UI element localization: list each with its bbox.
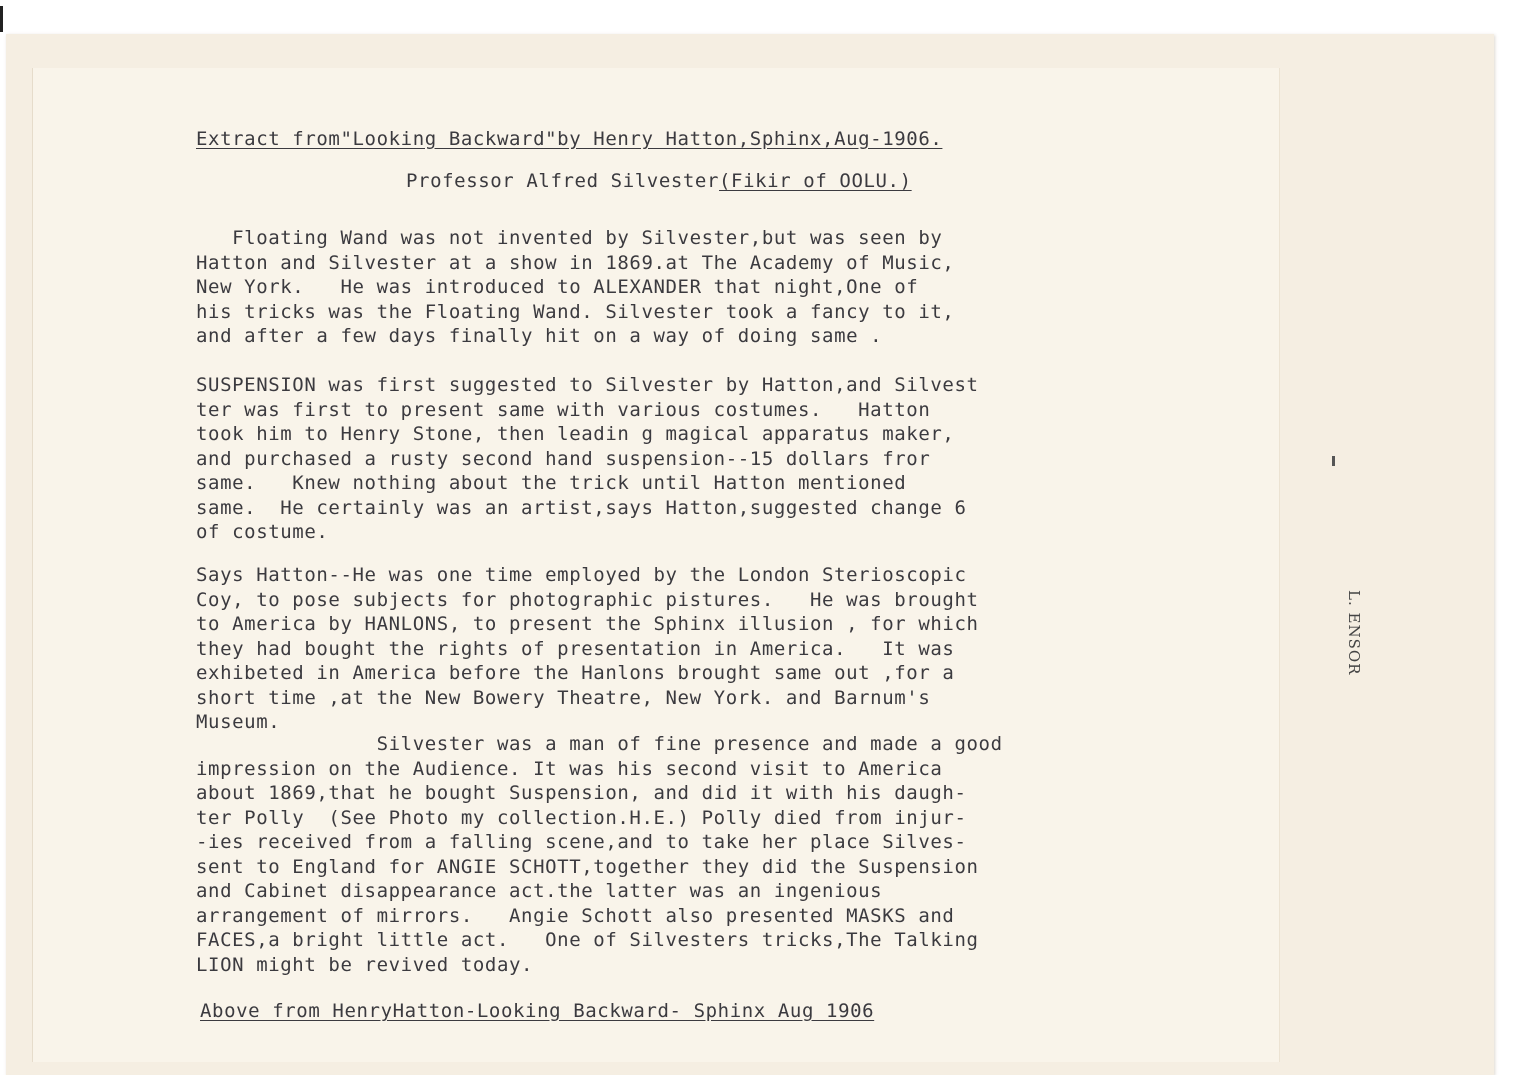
document-subtitle bbox=[406, 170, 912, 192]
paragraph-suspension: SUSPENSION was first suggested to Silvester by Hatton,and Silvest ter was first to present same with various costumes. Hatton took him to Henry Stone, then leadin g magical apparatus maker, and purchased a rusty second hand suspension--15 dollars fror same. Knew nothing about the trick until Hatton mentioned same. He certainly was an artist,says Hatton,suggested change 6 of costume. bbox=[196, 374, 979, 543]
subtitle-alias: (Fikir of OOLU.) bbox=[719, 170, 912, 192]
document-title: Extract from"Looking Backward"by Henry Hatton,Sphinx,Aug-1906. bbox=[196, 128, 943, 150]
ink-speck bbox=[1332, 456, 1335, 466]
edge-mark bbox=[0, 6, 3, 32]
paragraph-sphinx: Says Hatton--He was one time employed by the London Sterioscopic Coy, to pose subjects for photographic pistures. He was brought to America by HANLONS, to present the Sphinx illusion , for which they had bought the rights of presentation in America. It was exhibeted in America before the Hanlons brought same out ,for a short time ,at the New Bowery Theatre, New York. and Barnum's Museum. bbox=[196, 564, 979, 733]
document-footer: Above from HenryHatton-Looking Backward- Sphinx Aug 1906 bbox=[200, 1000, 875, 1022]
ensor-stamp: L. ENSOR bbox=[1345, 590, 1363, 676]
subtitle-name: Professor Alfred Silvester bbox=[406, 170, 720, 192]
paragraph-floating-wand: Floating Wand was not invented by Silvester,but was seen by Hatton and Silvester at a show in 1869.at The Academy of Music, New York. He was introduced to ALEXANDER that night,One of his tricks was the Floating Wand. Silvester took a fancy to it, and after a few days finally hit on a way of doing same . bbox=[196, 227, 955, 347]
paragraph-silvester: Silvester was a man of fine presence and made a good impression on the Audience. It was his second visit to America about 1869,that he bought Suspension, and did it with his daugh- ter Polly (See Photo my collection.H.E.) Polly died from injur- -ies received from a falling scene,and to take her place Silves- sent to England for ANGIE SCHOTT,together they did the Suspension and Cabinet disappearance act.the latter was an ingenious arrangement of mirrors. Angie Schott also presented MASKS and FACES,a bright little act. One of Silvesters tricks,The Talking LION might be revived today. bbox=[196, 733, 1003, 976]
